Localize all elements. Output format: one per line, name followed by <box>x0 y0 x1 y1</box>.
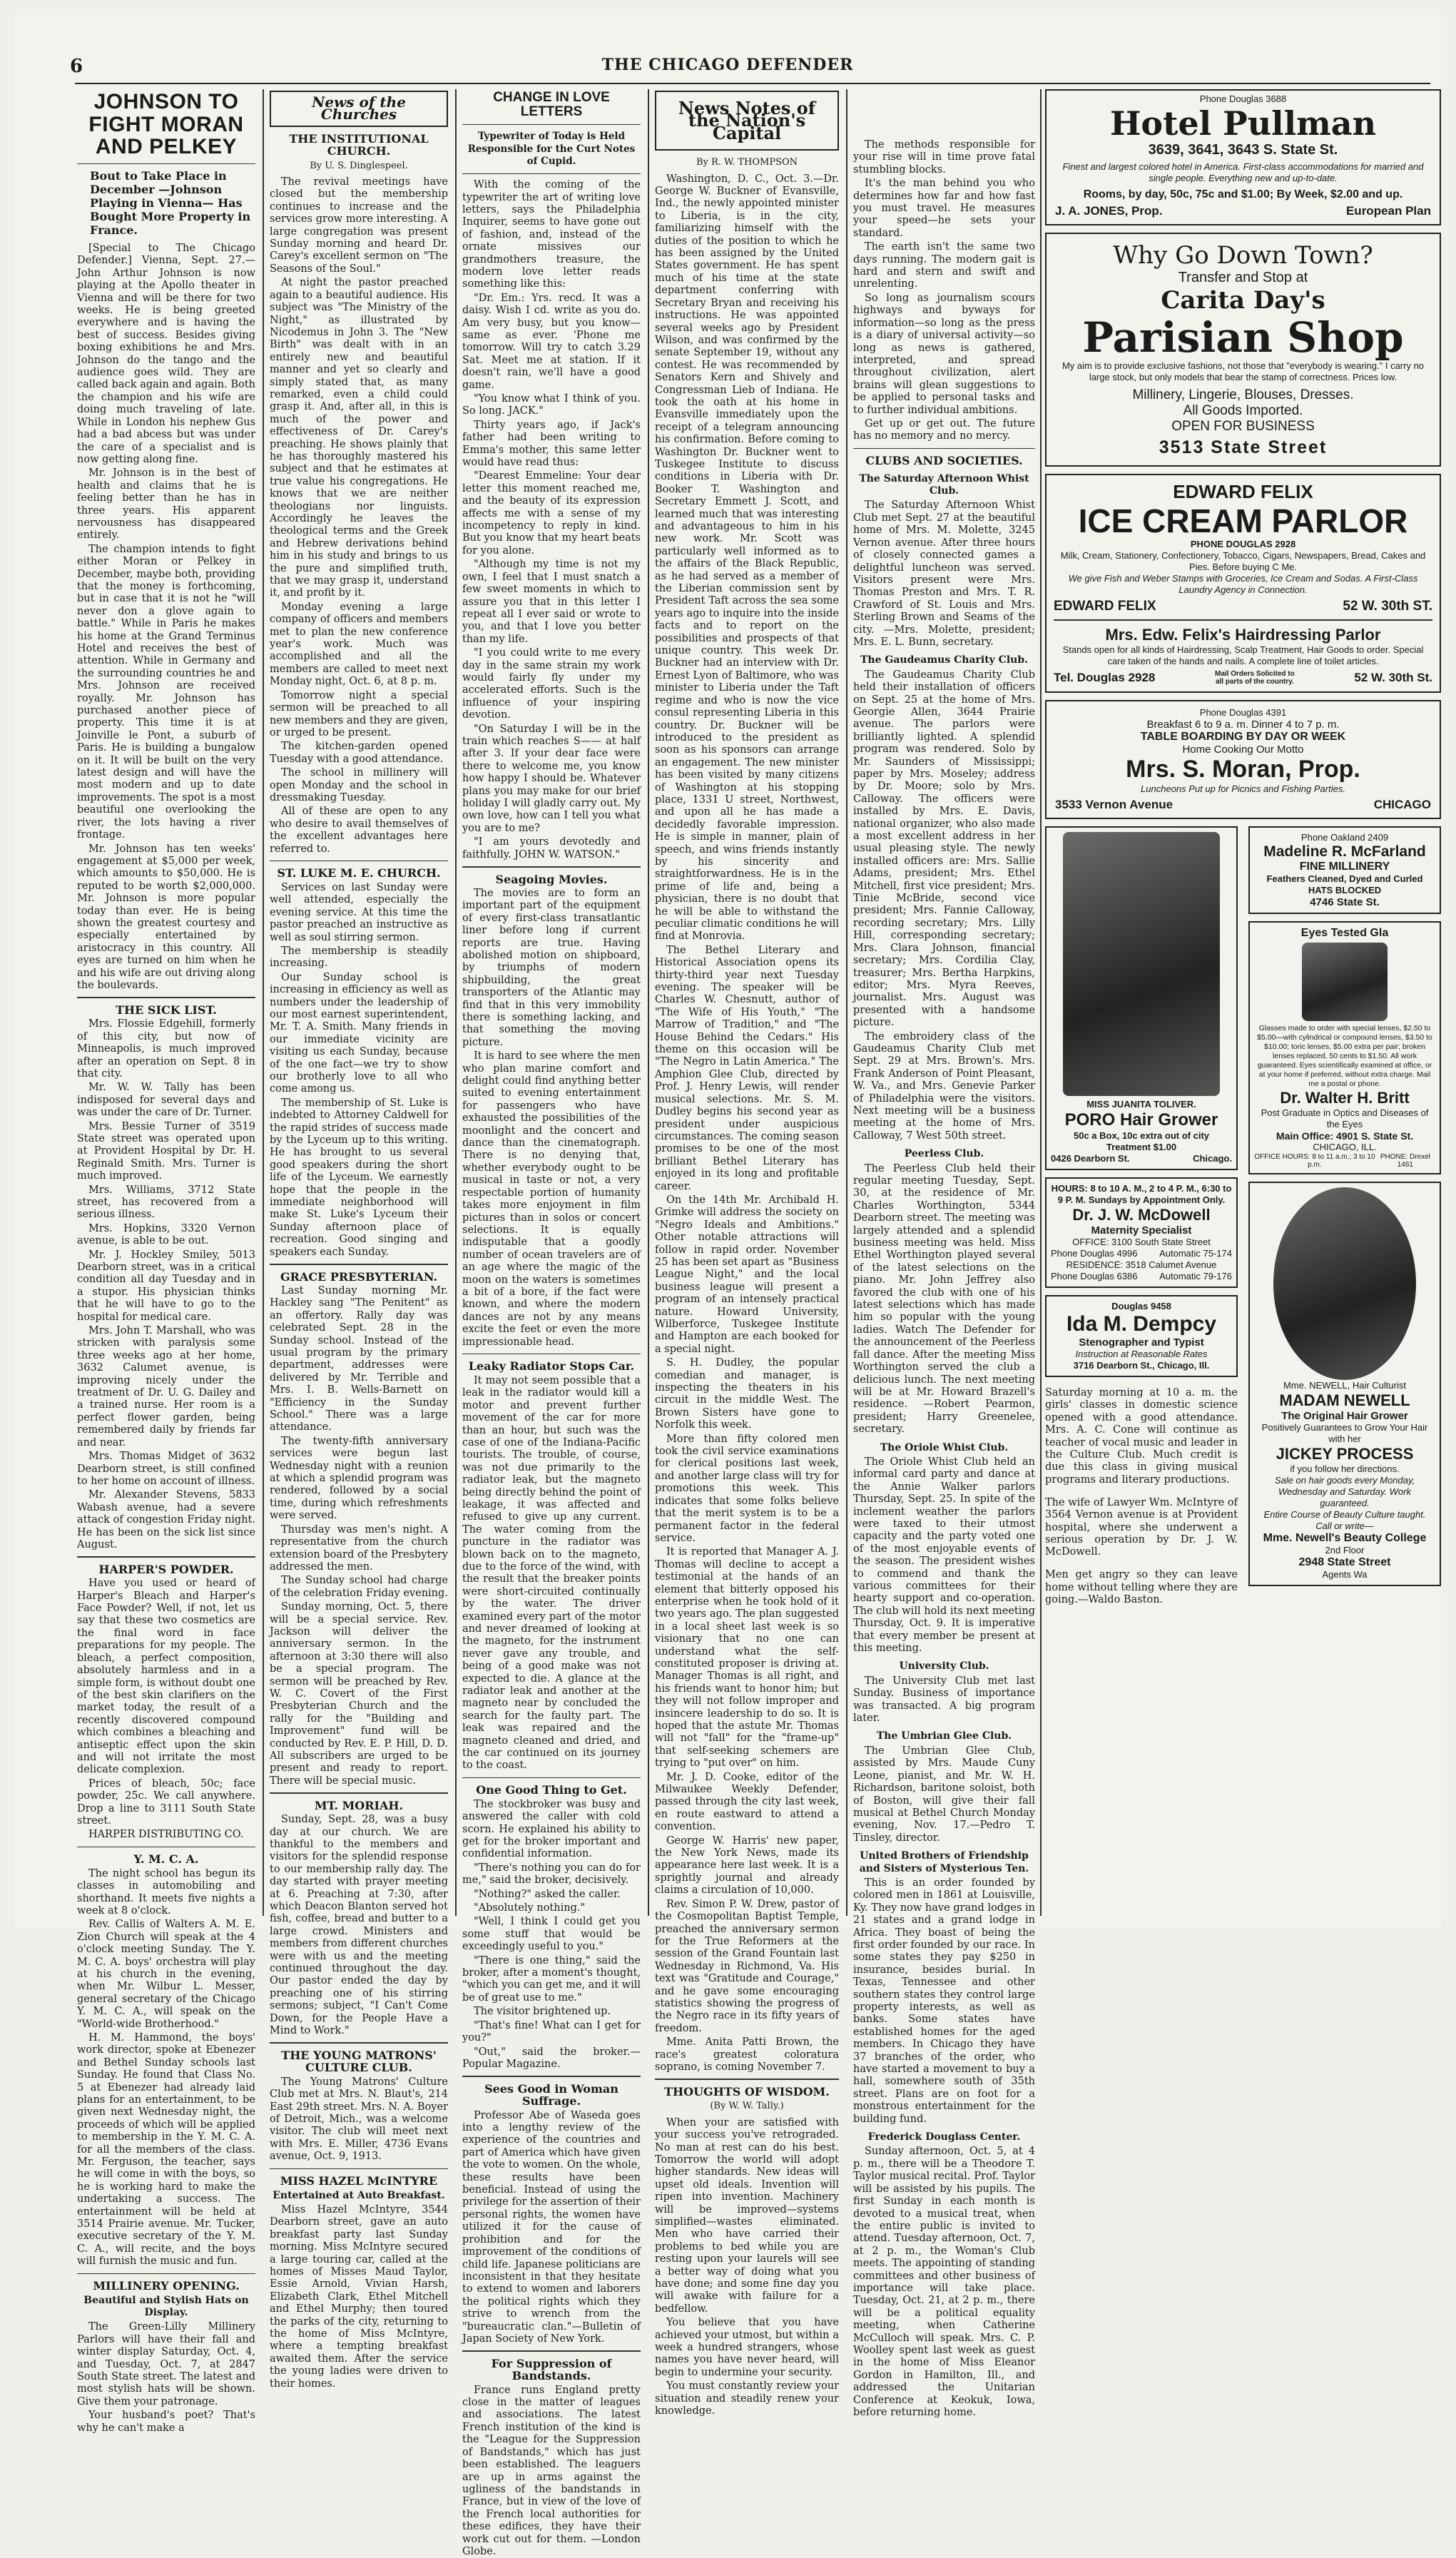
ad-newell <box>1248 1182 1441 1586</box>
club-heading: The Saturday Afternoon Whist Club. <box>859 472 1029 497</box>
paragraph: Mrs. Hopkins, 3320 Vernon avenue, is able to be out. <box>77 1222 255 1247</box>
club-text: The embroidery class of the Gaudeamus Charity Club met Sept. 29 at Mrs. Brown's. Mrs. Frank Anderson of Point Pleasant, W. Va., and Mrs. Genevie Parker of Philadelphia were the visitors. Next meeting will be a business meeting at the home of Mrs. Calloway, 7 West 50th street. <box>853 1030 1035 1142</box>
ad-parisian-open: OPEN FOR BUSINESS <box>1171 419 1315 434</box>
paragraph: The night school has begun its classes in automobiling and shorthand. It meets five nights a week at 8 o'clock. <box>77 1867 255 1917</box>
ad-mcdowell-name: Dr. J. W. McDowell <box>1072 1205 1211 1224</box>
divider <box>77 163 255 165</box>
paragraph: The stockbroker was busy and answered the caller with cold scorn. He explained his ability to get for the broker important and confidential information. <box>462 1798 641 1860</box>
paragraph: "Dearest Emmeline: Your dear letter this moment reached me, and the beauty of its expression affects me with a sense of my incompetency to reply in kind. But you know that my heart beats for you alone. <box>462 470 641 557</box>
ad-mcdowell-phones2 <box>1051 1271 1232 1282</box>
divider <box>77 2273 255 2275</box>
bottom-notes <box>1045 1387 1238 1607</box>
ad-mcdowell-phone1: Phone Douglas 4996 <box>1051 1247 1138 1259</box>
paragraph: You believe that you have achieved your utmost, but within a week a hundred strangers, whose names you have never heard, will begin to undermine your security. <box>655 2317 839 2378</box>
ad-moran-line2: TABLE BOARDING BY DAY OR WEEK <box>1140 730 1346 743</box>
club-text: The Umbrian Glee Club, assisted by Mrs. Maude Cuny Leone, pianist, and Mr. W. H. Richardson, baritone soloist, both of Boston, will give their fall musical at Bethel Church Monday evening, Nov. 17.—Pedro T. Tinsley, director. <box>853 1745 1035 1844</box>
section-heading: MILLINERY OPENING. <box>93 2279 240 2293</box>
ads-right-column <box>1248 826 1441 1593</box>
divider <box>462 1777 641 1779</box>
portrait-britt <box>1302 943 1388 1021</box>
club-heading: The Gaudeamus Charity Club. <box>860 654 1028 666</box>
ad-newell-call: Call or write— <box>1315 1520 1374 1531</box>
section-heading: THE SICK LIST. <box>116 1003 217 1017</box>
article-body <box>270 2076 448 2163</box>
ad-parisian-address: 3513 State Street <box>1159 437 1328 457</box>
ad-dempcy-title: Stenographer and Typist <box>1079 1336 1204 1349</box>
column-rule <box>846 89 847 1916</box>
paragraph: "On Saturday I will be in the train which reaches S—— at half after 3. If your dear face were there to welcome me, you know how happy I should be. Whatever plans you may make for our brief holiday I will gladly carry out. My own love, how can I tell you what you are to me? <box>462 723 641 834</box>
divider <box>77 997 255 998</box>
section-heading: One Good Thing to Get. <box>476 1783 627 1797</box>
ad-newell-agents: Agents Wa <box>1322 1568 1368 1580</box>
club-text: This is an order founded by colored men in 1861 at Louisville, Ky. They now have grand lodges in 21 states and a grand lodge in Africa. They boast of being the first order founded by our race. In some states they pay $250 in insurance, besides burial. In Texas, Tennessee and other southern states they control large property interests, as well as banks. Some states have established homes for the aged members. In Chicago they have 37 branches of the order, who have started a movement to buy a hall, somewhere south of 35th street. Plans are on foot for a monstrous entertainment for the building fund. <box>853 1877 1035 2125</box>
paragraph: Last Sunday morning Mr. Hackley sang "The Penitent" as an offertory. Rally day was celebrated Sept. 28 in the Sunday school. Instead of the usual program by the primary department, addresses were delivered by Mr. Terrible and Mrs. I. B. Wells-Barnett on "Efficiency in the Sunday School." There was a large attendance. <box>270 1284 448 1433</box>
ad-hotel-plan: European Plan <box>1345 204 1431 218</box>
paragraph: Thirty years ago, if Jack's father had been writing to Emma's mother, this same letter would have read thus: <box>462 419 641 469</box>
paragraph: The Bethel Literary and Historical Association opens its thirty-third year next Tuesday evening. The speaker will be Charles W. Chesnutt, author of "The Wife of His Youth," "The Marrow of Tradition," and "The House Behind the Cedars." His theme on this occasion will be "The Negro in Latin America." The Amphion Glee Club, directed by Prof. J. Henry Lewis, will render musical selections. Mr. S. M. Dudley begins his second year as president under auspicious circumstances. The coming season promises to be one of the most brilliant Bethel Literary has enjoyed in its long and profitable career. <box>655 944 839 1192</box>
paragraph: Thursday was men's night. A representative from the church extension board of the Presbytery addressed the men. <box>270 1523 448 1573</box>
paragraph: "Nothing?" asked the caller. <box>473 1888 621 1900</box>
divider <box>462 2350 641 2352</box>
ad-poro <box>1045 826 1238 1170</box>
section-heading: For Suppression of Bandstands. <box>491 2356 612 2383</box>
paragraph: "There's nothing you can do for me," said the broker, decisively. <box>462 1862 641 1887</box>
ad-mcfarland-hats: HATS BLOCKED <box>1308 884 1382 895</box>
ad-phone: Phone Douglas 3688 <box>1199 93 1287 104</box>
ad-newell-college: Mme. Newell's Beauty College <box>1263 1531 1427 1544</box>
ad-poro-treatment: Treatment $1.00 <box>1106 1141 1177 1152</box>
club-heading: Frederick Douglass Center. <box>867 2131 1021 2143</box>
paragraph: "Although my time is not my own, I feel that I must snatch a few sweet moments in which to assure you that in this letter I repeat all I ever said or wrote to you, and that I love you better than my life. <box>462 559 641 645</box>
section-heading: THE INSTITUTIONAL CHURCH. <box>289 131 429 158</box>
club-text: The Saturday Afternoon Whist Club met Sept. 27 at the beautiful home of Mrs. M. Molette, 3245 Vernon avenue. After three hours of closely connected games a delightful luncheon was served. Visitors present were Mrs. Thomas Preston and Mrs. T. R. Crawford of St. Louis and Mrs. Sterling Brown and Seams of the city. —Mrs. Molette, president; Mrs. E. L. Bunn, secretary. <box>853 499 1035 648</box>
ad-mcdowell-office: OFFICE: 3100 South State Street <box>1072 1236 1211 1247</box>
ad-felix-name: EDWARD FELIX <box>1173 481 1313 502</box>
ad-felix-phone: PHONE DOUGLAS 2928 <box>1190 539 1296 549</box>
paragraph: Miss Hazel McIntyre, 3544 Dearborn street, gave an auto breakfast party last Sunday morning. Miss McIntyre secured a large touring car, called at the homes of Misses Maud Taylor, Essie Arnold, Vivian Harsh, Elizabeth Clark, Ethel Mitchell and Ethel Murphy; then toured the parks of the city, returning to the home of Miss McIntyre, where a tempting breakfast awaited them. After the service the young ladies were driven to their homes. <box>270 2203 448 2390</box>
ad-parisian-desc: My aim is to provide exclusive fashions, not those that "everybody is wearing." I carry no large stock, but only models that bear the stamp of correctness. Prices low. <box>1062 360 1425 382</box>
ad-newell-address: 2948 State Street <box>1298 1555 1391 1568</box>
article-body <box>270 882 448 1259</box>
ads-left-column <box>1045 826 1238 1618</box>
clubs-list <box>853 473 1035 2420</box>
club-text: The Gaudeamus Charity Club held their installation of officers on Sept. 25 at the home of Mrs. Georgie Allen, 3644 Prairie avenue. The parlors were brilliantly lighted. A splendid program was rendered. Solo by Mr. Saunders of Mississippi; paper by Mrs. Moseley; address by Dr. Moore; solo by Mrs. Calloway. The officers were installed by Mrs. E. Davis, national organizer, who also made a most excellent address in her usual pleasing style. The newly installed officers are: Mrs. Sallie Adams, president; Mrs. Ethel Mitchell, first vice president; Mrs. Tinie McBride, second vice president; Mrs. Fannie Calloway, recording secretary; Mrs. Lilly Hill, corresponding secretary; Mrs. Clara Johnson, financial secretary; Mrs. Cordilia Clay, treasurer; Mrs. Bertha Harpkins, editor; Mrs. Myra Reeves, journalist. Mrs. August was presented with a handsome picture. <box>853 669 1035 1029</box>
ad-mcdowell-auto2: Automatic 79-176 <box>1159 1270 1232 1281</box>
divider <box>270 1792 448 1794</box>
paragraph: It's the man behind you who determines how far and how fast you must travel. He measures your speed—he sets your standard. <box>853 178 1035 239</box>
article-body <box>77 2321 255 2435</box>
divider <box>462 866 641 868</box>
article-body <box>77 243 255 992</box>
paragraph: The methods responsible for your rise will in time prove fatal stumbling blocks. <box>853 139 1035 176</box>
ad-parisian-items: Millinery, Lingerie, Blouses, Dresses. <box>1132 387 1354 402</box>
paragraph: Rev. Callis of Walters A. M. E. Zion Church will speak at the 4 o'clock meeting Sunday. The Y. M. C. A. boys' orchestra will play at his church in the evening, when Mr. Wilbur L. Messer, general secretary of the Chicago Y. M. C. A., will speak on the "World-wide Brotherhood." <box>77 1919 255 2030</box>
paragraph: H. M. Hammond, the boys' work director, spoke at Ebenezer and Bethel Sunday schools last Sunday. He found that Class No. 5 at Ebenezer had already laid plans for an entertainment, to be given next Wednesday night, the proceeds of which will be applied to membership in the Y. M. C. A. for all the members of the class. Mr. Ferguson, the teacher, says he will come in with the boys, so he is working hard to make the undertaking a success. The entertainment will be held at 3514 Prairie avenue. Mr. Tucker, executive secretary of the Y. M. C. A., will recite, and the boys will furnish the music and fun. <box>77 2031 255 2268</box>
paragraph: On the 14th Mr. Archibald H. Grimke will address the society on "Negro Ideals and Ambitions." Other notable attractions will follow in rapid order. November 25 has been set apart as "Business League Night," and the local business league will present a program of an intensely practical nature. Howard University, Wilberforce, Tuskegee Institute and Hampton are each booked for a special night. <box>655 1194 839 1355</box>
ad-moran-line1: Breakfast 6 to 9 a. m. Dinner 4 to 7 p. m. <box>1146 718 1340 731</box>
paragraph: The champion intends to fight either Moran or Pelkey in December, maybe both, providing that the money is forthcoming, but in case that it is not he "will never don a glove again to battle." While in Paris he makes his home at the Grand Terminus Hotel and receives the best of attention. While in Germany and the surrounding countries he and Mrs. Johnson are received royally. Mr. Johnson has purchased another piece of property. This time it is at Joinville le Pont, a suburb of Paris. He is building a bungalow on it. It will be built on the very latest design and will have the most modern and up to date improvements. The spot is a most beautiful one overlooking the river, the lots having a river frontage. <box>77 543 255 841</box>
divider <box>270 861 448 862</box>
paragraph: Monday evening a large company of officers and members met to plan the new conference year's work. Much was accomplished and all the members are called to meet next Monday night, Oct. 6, at 8 p. m. <box>270 601 448 688</box>
paragraph: The school in millinery will open Monday and the school in dressmaking Tuesday. <box>270 767 448 803</box>
club-heading: University Club. <box>899 1660 989 1673</box>
article-body <box>77 1868 255 2268</box>
section-heading: THOUGHTS OF WISDOM. <box>664 2084 830 2098</box>
ad-dempcy-phone: Douglas 9458 <box>1111 1300 1171 1311</box>
column-rule <box>1040 89 1042 1916</box>
article-body <box>270 176 448 856</box>
deck-johnson: Bout to Take Place in December —Johnson Playing in Vienna— Has Bought More Property in France. <box>90 169 251 237</box>
paragraph: "Absolutely nothing." <box>473 1902 586 1914</box>
section-heading: Sees Good in Woman Suffrage. <box>484 2081 618 2108</box>
divider <box>1054 619 1432 621</box>
paragraph: HARPER DISTRIBUTING CO. <box>88 1829 244 1841</box>
ad-newell-name: MADAM NEWELL <box>1279 1391 1410 1409</box>
paragraph: The Sunday school had charge of the celebration Friday evening. <box>270 1575 448 1599</box>
article-body <box>462 179 641 861</box>
paragraph: "I you could write to me every day in the same strain my work would fairly fly under my accelerated efforts. Such is the influence of your inspiring devotion. <box>462 647 641 721</box>
column-rule <box>263 89 264 1916</box>
headline-capital: News Notes of the Nation's Capital <box>655 91 839 151</box>
section-heading: Leaky Radiator Stops Car. <box>468 1359 635 1374</box>
paragraph: "I am yours devotedly and faithfully. JOHN W. WATSON." <box>462 836 641 861</box>
paragraph: Mrs. Thomas Midget of 3632 Dearborn street, is still confined to her home on account of illness. <box>77 1451 255 1487</box>
ad-mcdowell-hours: HOURS: 8 to 10 A. M., 2 to 4 P. M., 6:30 to 9 P. M. Sundays by Appointment Only. <box>1051 1182 1232 1205</box>
paragraph: The Young Matrons' Culture Club met at Mrs. N. Blaut's, 214 East 29th street. Mrs. N. A. Boyer of Detroit, Mich., was a welcome visitor. The club will meet next with Mrs. E. Miller, 4736 Evans avenue, Oct. 9, 1913. <box>270 2076 448 2163</box>
ad-britt-hours: OFFICE HOURS: 8 to 11 a.m.; 3 to 10 p.m. <box>1254 1152 1375 1169</box>
article-body <box>853 139 1035 443</box>
section-heading: HARPER'S POWDER. <box>98 1562 234 1576</box>
ad-poro-title: PORO Hair Grower <box>1064 1110 1218 1130</box>
masthead: THE CHICAGO DEFENDER <box>601 56 854 74</box>
ad-britt-phone: PHONE: Drexel 1461 <box>1380 1152 1430 1169</box>
paragraph: It is hard to see where the men who plan marine comfort and delight could find anything better suited to evening entertainment for passengers who have exhausted the possibilities of the moonlight and the concert and dance than the cinematograph. There is no denying that, whether everybody ought to be musical in taste or not, a very respectable portion of humanity takes more enjoyment in film pictures than in solos or concert selections. It is equally indisputable that a goodly number of ocean travelers are of an age where the magic of the moon on the waters is sometimes a bit of a bore, if the fact were known, and where the modern dances are not by any means excite the feet or even the more impressionable head. <box>462 1050 641 1348</box>
ad-hotel-rates: Rooms, by day, 50c, 75c and $1.00; By Week, $2.00 and up. <box>1083 188 1403 201</box>
paragraph: Rev. Simon P. W. Drew, pastor of the Cosmopolitan Baptist Temple, preached the anniversary sermon for the True Reformers at the session of the Grand Fountain last Wednesday in Richmond, Va. His text was "Gratitude and Courage," and he gave some encouraging statistics showing the progress of the Negro race in its fifty years of freedom. <box>655 1898 839 2034</box>
paragraph: Saturday morning at 10 a. m. the girls' classes in domestic science opened with a good attendance. Mrs. A. C. Cone will continue as teacher of vocal music and leader in the Culture Club. Much credit is due this class in giving musical programs and literary productions. <box>1045 1387 1238 1486</box>
ad-felix-footer <box>1054 670 1432 686</box>
ad-britt <box>1248 921 1441 1174</box>
ad-felix-parlor-address: 52 W. 30th St. <box>1354 670 1432 684</box>
article-body <box>462 2110 641 2346</box>
ad-parisian-line3: Carita Day's <box>1161 286 1325 315</box>
paragraph: S. H. Dudley, the popular comedian and manager, is inspecting the theaters in his circuit in the middle West. The Brown Sisters have gone to Norfolk this week. <box>655 1357 839 1431</box>
ad-newell-floor: 2nd Floor <box>1325 1544 1365 1555</box>
section-subheading: Beautiful and Stylish Hats on Display. <box>83 2294 249 2318</box>
column-4 <box>655 89 839 2417</box>
paragraph: More than fifty colored men took the civil service examinations for clerical positions last week, and another large class will try for promotions this week. This indicates that some folks believe that the merit system is to be a permanent factor in the federal service. <box>655 1433 839 1544</box>
ad-felix-stamps: We give Fish and Weber Stamps with Groceries, Ice Cream and Sodas. A First-Class Laundry Agency in Connection. <box>1068 573 1418 595</box>
ad-poro-caption: MISS JUANITA TOLIVER. <box>1086 1098 1196 1110</box>
club-heading: United Brothers of Friendship and Sisters of Mysterious Ten. <box>859 1850 1029 1874</box>
article-body <box>270 2204 448 2390</box>
divider <box>77 1556 255 1558</box>
paragraph: George W. Harris' new paper, the New York News, made its appearance here last week. It is a sprightly journal and already claims a circulation of 10,000. <box>655 1834 839 1897</box>
club-text: The Peerless Club held their regular meeting Tuesday, Sept. 30, at the residence of Mr. Charles Worthington, 5344 Dearborn street. The meeting was largely attended and a splendid business meeting was held. Miss Ethel Worthington played several of the latest selections on the piano. Mr. John Jeffrey also favored the club with one of his latest selections which has made him so popular with the young ladies. Watch The Defender for the announcement of the Peerless fall dance. After the meeting Miss Worthington served the club a delicious lunch. The next meeting will be at Mr. Howard Brazell's residence. —Robert Pearmon, president; Harry Greenelee, secretary. <box>853 1162 1035 1436</box>
ad-felix-tel: Tel. Douglas 2928 <box>1054 670 1156 684</box>
ad-newell-process: JICKEY PROCESS <box>1276 1444 1414 1463</box>
ad-dempcy-name: Ida M. Dempcy <box>1066 1311 1217 1336</box>
paragraph: With the coming of the typewriter the art of writing love letters, says the Philadelphia Inquirer, seems to have gone out of fashion, and, instead of the ornate missives our grandmothers treasure, the modern love letter reads something like this: <box>462 179 641 290</box>
paragraph: The visitor brightened up. <box>473 2006 611 2018</box>
paragraph: The wife of Lawyer Wm. McIntyre of 3564 Vernon avenue is at Provident hospital, where she underwent a serious operation by Dr. J. W. McDowell. <box>1045 1496 1238 1558</box>
section-heading: Y. M. C. A. <box>133 1852 199 1867</box>
ad-hotel-name: Hotel Pullman <box>1109 104 1377 143</box>
divider <box>270 1264 448 1265</box>
ad-felix <box>1045 474 1441 693</box>
ad-mcfarland-phone: Phone Oakland 2409 <box>1300 831 1389 843</box>
divider <box>853 448 1035 450</box>
byline: (By W. W. Tally.) <box>710 2101 784 2112</box>
ad-moran-phone: Phone Douglas 4391 <box>1199 706 1287 718</box>
column-5 <box>853 89 1035 2418</box>
ad-newell-line2: if you follow her directions. <box>1290 1463 1400 1474</box>
paragraph: Mrs. Williams, 3712 State street, has recovered from a serious illness. <box>77 1184 255 1221</box>
section-heading: CLUBS AND SOCIETIES. <box>865 454 1023 468</box>
ad-parisian-line1: Why Go Down Town? <box>1113 241 1373 270</box>
column-1 <box>77 89 255 2434</box>
paragraph: Mr. Johnson is in the best of health and claims that he is feeling better than he has in three years. His apparent nervousness has disappeared entirely. <box>77 467 255 542</box>
paragraph: Sunday morning, Oct. 5, there will be a special service. Rev. Jackson will deliver the anniversary sermon. In the afternoon at 3:30 there will also be a special program. The sermon will be preached by Rev. W. C. Covert of the First Presbyterian Church and the rally for the "Building and Improvement" fund will be conducted by Rev. E. P. Hill, D. D. All subscribers are urged to be present and ready to report. There will be special music. <box>270 1601 448 1787</box>
ad-parisian-line2: Transfer and Stop at <box>1178 270 1308 285</box>
headline-love-letters: CHANGE IN LOVE LETTERS <box>493 90 610 119</box>
paragraph: Services on last Sunday were well attended, especially the evening service. At this time the pastor preached an instructive as well as soul stirring sermon. <box>270 881 448 943</box>
article-body <box>462 1375 641 1772</box>
page-number: 6 <box>70 56 83 77</box>
section-subheading: Entertained at Auto Breakfast. <box>273 2189 445 2201</box>
ad-poro-address: 0426 Dearborn St. <box>1051 1152 1130 1164</box>
section-heading: GRACE PRESBYTERIAN. <box>280 1269 438 1284</box>
paragraph: Mrs. Flossie Edgehill, formerly of this city, but now of Minneapolis, is much improved after an operation on Sept. 8 in that city. <box>77 1018 255 1080</box>
ad-mcdowell-auto1: Automatic 75-174 <box>1159 1247 1232 1259</box>
paragraph: The revival meetings have closed but the membership continues to increase and the services grow more interesting. A large congregation was present Sunday morning and heard Dr. Carey's excellent sermon on "The Seasons of the Soul." <box>270 176 448 275</box>
paragraph: The membership is steadily increasing. <box>270 945 448 970</box>
paragraph: The twenty-fifth anniversary services were begun last Wednesday night with a reunion at which a splendid program was rendered, followed by a social time, during which refreshments were served. <box>270 1435 448 1522</box>
ad-mcdowell-phone2: Phone Douglas 6386 <box>1051 1270 1138 1281</box>
article-body <box>655 173 839 2074</box>
article-body <box>462 2385 641 2558</box>
ad-poro-city: Chicago. <box>1193 1152 1232 1164</box>
ad-moran-line4: Luncheons Put up for Picnics and Fishing Parties. <box>1141 783 1345 794</box>
paragraph: Tomorrow night a special sermon will be preached to all new members and they are given, or urged to be present. <box>270 689 448 739</box>
paragraph: All of these are open to any who desire to avail themselves of the excellent advantages here referred to. <box>270 806 448 855</box>
divider <box>462 173 641 175</box>
ad-dempcy-line: Instruction at Reasonable Rates <box>1075 1348 1208 1359</box>
article-body <box>77 1578 255 1842</box>
paragraph: It may not seem possible that a leak in the radiator would kill a motor and prevent further movement of the car for more than an hour, but such was the case of one of the Indiana-Pacific tourists. The trouble, of course, was not due primarily to the radiator leak, but the magneto being directly behind the point of leakage, it was affected and refused to give up any current. The water coming from the puncture in the radiator was blown back on to the magneto, due to the force of the wind, with the result that the breaker points were short-circuited continually by the water. The driver examined every part of the motor and never dreamed of looking at the magneto, for the instrument never gave any trouble, and being of a good make was not expected to die. A glance at the radiator leak and another at the magneto near by concluded the search for the faulty part. The leak was repaired and the magneto cleaned and dried, and the car continued on its journey to the coast. <box>462 1374 641 1772</box>
paragraph: "You know what I think of you. So long. JACK." <box>462 393 641 417</box>
paragraph: "Well, I think I could get you some stuff that would be exceedingly useful to you." <box>462 1916 641 1953</box>
ad-mcdowell-res: RESIDENCE: 3518 Calumet Avenue <box>1066 1259 1217 1270</box>
headline-churches: News of the Churches <box>270 91 448 127</box>
ad-parisian-shop <box>1045 233 1441 467</box>
club-heading: The Umbrian Glee Club. <box>876 1730 1012 1742</box>
ad-poro-footer <box>1051 1153 1232 1164</box>
portrait-toliver <box>1063 832 1220 1096</box>
column-rule <box>648 89 649 1916</box>
ad-hotel-footer <box>1055 204 1431 218</box>
paragraph: Mr. W. W. Tally has been indisposed for several days and was under the care of Dr. Turner. <box>77 1082 255 1119</box>
paragraph: At night the pastor preached again to a beautiful audience. His subject was "The Ministry of the Night," as illustrated by Nicodemus in John 3. The "New Birth" was dealt with in an entirely new and beautiful manner and yet so clearly and simply stated that, as many remarked, even a child could grasp it. And, after all, in this is much of the power and effectiveness of Dr. Carey's preaching. He shows plainly that he has thoroughly mastered his subject and that he estimates at true value his congregations. He knows that we are neither theologians nor linguists. Accordingly he leaves the theological terms and the Greek and Hebrew derivations behind him in his study and brings to us the pure and simplified truth, that we may grasp it, understand it, and profit by it. <box>270 277 448 599</box>
article-body <box>462 888 641 1349</box>
headline-johnson: JOHNSON TO FIGHT MORAN AND PELKEY <box>88 90 244 158</box>
paragraph: Prices of bleach, 50c; face powder, 25c. We call anywhere. Drop a line to 3111 South State street. <box>77 1777 255 1827</box>
section-heading: MISS HAZEL McINTYRE <box>280 2174 438 2188</box>
ad-mcdowell <box>1045 1177 1238 1288</box>
club-text: The University Club met last Sunday. Business of importance was transacted. A big program later. <box>853 1675 1035 1725</box>
paragraph: Men get angry so they can leave home without telling where they are going.—Waldo Baston. <box>1045 1569 1238 1606</box>
ad-britt-desc: Glasses made to order with special lenses, $2.50 to $5.00—with cylindrical or compound lenses, $3.50 to $10.00; toric lenses, $5.00 extra per pair; broken lenses replaced, 50 cents to $1.50. All work guaranteed. Eyes scientifically examined at office, or at your home if preferred, without extra charge. Mail me a postal or phone. <box>1257 1023 1432 1088</box>
ad-mcfarland-address: 4746 State St. <box>1310 895 1380 908</box>
ad-hotel-prop: J. A. JONES, Prop. <box>1055 204 1163 218</box>
ad-moran-line3: Home Cooking Our Motto <box>1182 743 1304 756</box>
paragraph: Get up or get out. The future has no memory and no mercy. <box>853 417 1035 442</box>
paragraph: [Special to The Chicago Defender.] Vienna, Sept. 27.—John Arthur Johnson is now playing at the Apollo theater in Vienna and will be there for two weeks. He is being greeted everywhere and is having the best of success. Besides giving boxing exhibitions he and Mrs. Johnson do the tango and the audience goes wild. They are called back again and again. Both the champion and his wife are doing much traveling of late. While in London his nephew Gus had a bad abcess but was under the care of a specialist and is now getting along fine. <box>77 243 255 465</box>
paragraph: Washington, D. C., Oct. 3.—Dr. George W. Buckner of Evansville, Ind., the newly appointed minister to Liberia, is in the city, familiarizing himself with the duties of the position to which he has been assigned by the United States government. He has spent much of his time at the state department conferring with Secretary Bryan and receiving his instructions. He was appointed several weeks ago by President Wilson, and was confirmed by the senate September 19, without any contest. He was recommended by Senators Kern and Shively and Congressman Lieb of Indiana. He took the oath at his home in Evansville immediately upon the receipt of a telegram announcing his confirmation. Before coming to Washington Dr. Buckner went to Tuskegee Institute to discuss conditions in Liberia with Dr. Booker T. Washington and Secretary Emmett J. Scott, and learned much that was interesting and advantageous to him in his new work. Mr. Scott was particularly well informed as to the affairs of the Black Republic, as he had served as a member of the Liberian commission sent by President Taft across the sea some years ago to inquire into the inside facts and to report on the possibilities and prospects of that unique country. This week Dr. Buckner had an interview with Dr. Ernest Lyon of Baltimore, who was minister to Liberia under the Taft regime and who is now the vice consul representing Liberia in this country. Dr. Buckner will be introduced to the president as soon as his sponsors can arrange an engagement. The new minister has been visited by many citizens of Washington at his stopping place, 1331 U street, Northwest, and upon all he has made a decidedly favorable impression. He is simple in manner, plain of speech, and wins friends instantly by his sincerity and straightforwardness. He is in the prime of life and, being a physician, there is no doubt that he will be able to withstand the peculiar climatic conditions he will find at Monrovia. <box>655 173 839 943</box>
ad-mcdowell-title: Maternity Specialist <box>1091 1224 1192 1237</box>
deck-love-letters: Typewriter of Today is Held Responsible for the Curt Notes of Cupid. <box>467 131 636 168</box>
section-heading: MT. MORIAH. <box>314 1798 404 1812</box>
newspaper-page <box>14 14 1441 2557</box>
ad-moran-footer <box>1055 798 1431 812</box>
paragraph: Mme. Anita Patti Brown, the race's greatest coloratura soprano, is coming November 7. <box>655 2036 839 2073</box>
paragraph: "That's fine! What can I get for you?" <box>462 2019 641 2044</box>
spacer <box>853 89 1035 139</box>
paragraph: "There is one thing," said the broker, after a moment's thought, "which you can get me, and it will be of great use to me." <box>462 1954 641 2004</box>
portrait-newell <box>1273 1187 1416 1380</box>
ad-moran-name: Mrs. S. Moran, Prop. <box>1126 755 1360 783</box>
ad-mcfarland-line: Feathers Cleaned, Dyed and Curled <box>1266 873 1423 884</box>
paragraph: The membership of St. Luke is indebted to Attorney Caldwell for the rapid strides of success made by the Lyceum up to this writing. He has brought to us several good speakers during the short life of the Lyceum. We earnestly hope that the people in the immediate neighborhood will make St. Luke's Lyceum their Sunday afternoon place of recreation. Good singing and speakers each Sunday. <box>270 1097 448 1258</box>
ad-britt-name: Dr. Walter H. Britt <box>1280 1088 1410 1107</box>
paragraph: "Dr. Em.: Yrs. recd. It was a daisy. Wish I cd. write as you do. Am very busy, but you know—same as ever. 'Phone me tomorrow. Will try to catch 3.29 Sat. Meet me at station. If it doesn't rain, we'll have a good game. <box>462 292 641 391</box>
ad-britt-office: Main Office: 4901 S. State St. <box>1276 1130 1414 1142</box>
paragraph: The kitchen-garden opened Tuesday with a good attendance. <box>270 741 448 765</box>
section-heading: ST. LUKE M. E. CHURCH. <box>277 866 441 880</box>
article-body <box>270 1285 448 1787</box>
club-text: The Oriole Whist Club held an informal card party and dance at the Annie Walker parlors Thursday, Sept. 25. In spite of the inclement weather the parlors were taxed to their utmost capacity and the party voted one of the most enjoyable events of the season. The president wishes to commend and thank the various committees for their hearty support and co-operation. The club will hold its next meeting Thursday, Oct. 9. It is imperative that every member be present at this meeting. <box>853 1456 1035 1655</box>
paragraph: So long as journalism scours highways and byways for information—so long as the press is a diary of universal activity—so long as news is gathered, interpreted, and spread throughout civilization, alert brains will glean suggestions to be applied to personal tasks and to further individual ambitions. <box>853 292 1035 416</box>
ad-britt-footer <box>1254 1153 1435 1169</box>
ad-poro-price: 50c a Box, 10c extra out of city <box>1073 1130 1210 1141</box>
byline: By U. S. Dinglespeel. <box>310 160 408 171</box>
paragraph: Mrs. Bessie Turner of 3519 State street was operated upon at Provident Hospital by Dr. H. Reginald Smith. Mrs. Turner is much improved. <box>77 1120 255 1182</box>
column-3 <box>462 89 641 2557</box>
ad-felix-title: ICE CREAM PARLOR <box>1078 502 1408 539</box>
paragraph: "Out," said the broker.—Popular Magazine. <box>462 2046 641 2070</box>
ad-parisian-imported: All Goods Imported. <box>1183 403 1303 418</box>
advertisements <box>1045 89 1441 1934</box>
ad-hotel-desc: Finest and largest colored hotel in America. First-class accommodations for married and single people. Everything new and up-to-date. <box>1062 161 1424 183</box>
paragraph: When your are satisfied with your success you've retrograded. No man at rest can do his best. Tomorrow the world will adopt higher standards. New ideas will upset old ideals. Invention will ripen into invention. Machinery will be improved—systems simplified—wastes eliminated. Men who have carried their problems to bed while you are resting upon your laurels will see a better way of doing what you have done; and some fine day you will awake with failure for a bedfellow. <box>655 2116 839 2315</box>
ad-hotel-address: 3639, 3641, 3643 S. State St. <box>1148 142 1338 158</box>
ad-dempcy-address: 3716 Dearborn St., Chicago, Ill. <box>1073 1359 1210 1371</box>
paragraph: Mr. J. Hockley Smiley, 5013 Dearborn street, was in a critical condition all day Tuesday and in a stupor. His physician thinks that he will have to go to the hospital for medical care. <box>77 1249 255 1323</box>
ad-felix-parlor-desc: Stands open for all kinds of Hairdressing, Scalp Treatment, Hair Goods to order. Special care taken of the hands and nails. A complete line of toilet articles. <box>1062 644 1424 666</box>
paragraph: Professor Abe of Waseda goes into a lengthy review of the experience of the countries and part of America which have given the vote to women. On the whole, these results have been beneficial. Instead of using the privilege for the assertion of their personal rights, the women have utilized it for the cause of prohibition and for the improvement of the conditions of child life. Japanese politicians are inconsistent in that they hesitate to extend to women and laborers the political rights which they strive to wrench from the "bureaucratic clan."—Bulletin of Japan Society of New York. <box>462 2109 641 2345</box>
paragraph: Your husband's poet? That's why he can't make a <box>77 2410 255 2434</box>
club-heading: The Oriole Whist Club. <box>880 1441 1009 1453</box>
article-body <box>270 1814 448 2037</box>
ad-parisian-title: Parisian Shop <box>1082 313 1404 362</box>
paragraph: France runs England pretty close in the matter of leagues and associations. The latest French institution of the kind is the "League for the Suppression of Bandstands," which has just been established. The leaguers are up in arms against the ugliness of the bandstands in France, but in view of the love of the French local authorities for these edifices, they have their work cut out for them. —London Globe. <box>462 2384 641 2557</box>
ad-mcfarland <box>1248 826 1441 914</box>
paragraph: Have you used or heard of Harper's Bleach and Harper's Face Powder? Well, if not, let us say that these two cosmetics are the final word in face preparations for my people. The bleach, a perfect composition, absolutely harmless and in a simple form, is without doubt one of the best skin clarifiers on the market today, the result of a recently discovered compound which combines a bleaching and antiseptic effect upon the skin and will not irritate the most delicate complexion. <box>77 1578 255 1776</box>
divider <box>270 2042 448 2044</box>
ad-britt-city: CHICAGO, ILL. <box>1313 1141 1377 1152</box>
byline: By R. W. THOMPSON <box>696 157 798 168</box>
ad-felix-owner-row <box>1054 599 1432 614</box>
section-heading: THE YOUNG MATRONS' CULTURE CLUB. <box>281 2048 437 2075</box>
club-heading: Peerless Club. <box>904 1148 984 1160</box>
ad-newell-title: The Original Hair Grower <box>1281 1409 1408 1422</box>
ad-felix-desc: Milk, Cream, Stationery, Confectionery, Tobacco, Cigars, Newspapers, Bread, Cakes and Pies. Before buying C Me. <box>1060 550 1426 572</box>
ad-mcfarland-title: FINE MILLINERY <box>1299 860 1390 873</box>
divider <box>270 2168 448 2170</box>
divider <box>655 2079 839 2080</box>
ad-mcfarland-name: Madeline R. McFarland <box>1263 843 1426 860</box>
ad-felix-owner-address: 52 W. 30th ST. <box>1343 599 1432 614</box>
paragraph: You must constantly review your situation and steadily renew your knowledge. <box>655 2380 839 2417</box>
ad-moran <box>1045 700 1441 819</box>
paragraph: Mr. Johnson has ten weeks' engagement at $5,000 per week, which amounts to $50,000. He is reputed to be worth $2,000,000. Mr. Johnson is more popular today than ever. He is being shown the greatest courtesy and especially entertained by aristocracy in this country. All eyes are turned on him when he and his wife are out driving along the boulevards. <box>77 843 255 991</box>
ad-newell-line3: Sale on hair goods every Monday, Wednesday and Saturday. Work guaranteed. <box>1274 1474 1415 1508</box>
paragraph: Mrs. John T. Marshall, who was stricken with paralysis some three weeks ago at her home, 3632 Calumet avenue, is improving nicely under the treatment of Dr. U. G. Dailey and a trained nurse. Her room is a perfect flower garden, being remembered daily by friends far and near. <box>77 1325 255 1448</box>
ad-hotel-pullman <box>1045 89 1441 225</box>
ad-moran-city: CHICAGO <box>1373 797 1431 811</box>
column-2 <box>270 89 448 2390</box>
paragraph: The movies are to form an important part of the equipment of every first-class transatlantic liner before long if current reports are true. Having abolished motion on shipboard, by triumphs of modern shipbuilding, the great transporters of the Atlantic may find that in this very immobility there is something lacking, and that something the moving picture. <box>462 887 641 1048</box>
ad-mcdowell-phones1 <box>1051 1248 1232 1259</box>
ad-felix-parlor: Mrs. Edw. Felix's Hairdressing Parlor <box>1105 625 1381 644</box>
paragraph: The earth isn't the same two days running. The modern gait is hard and stern and swift and unrelenting. <box>853 241 1035 290</box>
divider <box>462 1354 641 1355</box>
paragraph: The Green-Lilly Millinery Parlors will have their fall and winter display Saturday, Oct. 4, and Tuesday, Oct. 7, at 2847 South State street. The latest and most stylish hats will be shown. Give them your patronage. <box>77 2321 255 2407</box>
divider <box>462 124 641 126</box>
article-body <box>462 1799 641 2071</box>
ad-britt-sub: Post Graduate in Optics and Diseases of the Eyes <box>1261 1107 1429 1130</box>
paragraph: Our Sunday school is increasing in efficiency as well as numbers under the leadership of our most earnest superintendent, Mr. T. A. Smith. Many friends in our immediate vicinity are visiting us each Sunday, because of the one fact—we try to show our brotherly love to all who come among us. <box>270 971 448 1095</box>
ad-newell-line1: Positively Guarantees to Grow Your Hair with her <box>1261 1421 1428 1444</box>
ad-dempcy <box>1045 1295 1238 1377</box>
ad-felix-owner: EDWARD FELIX <box>1054 599 1156 614</box>
divider <box>77 1847 255 1848</box>
divider <box>462 2076 641 2077</box>
paragraph: Mr. Alexander Stevens, 5833 Wabash avenue, had a severe attack of congestion Friday night. He has been on the sick list since August. <box>77 1489 255 1550</box>
club-text: Sunday afternoon, Oct. 5, at 4 p. m., there will be a Theodore T. Taylor musical recital. Prof. Taylor will be assisted by his pupils. The first Sunday in each month is devoted to a musical treat, when the entire public is invited to attend. Tuesday afternoon, Oct. 7, at 2 p. m., the Woman's Club meets. The appointing of standing committees and other business of importance will take place. Tuesday, Oct. 21, at 2 p. m., there will be a political equality meeting, when Catherine McCulloch will speak. Mrs. C. P. Woolley spent last week as guest in the home of Miss Eleanor Gordon in Hamilton, Ill., and addressed the Unitarian Conference at Keokuk, Iowa, before returning home. <box>853 2146 1035 2418</box>
paragraph: Sunday, Sept. 28, was a busy day at our church. We are thankful to the members and visitors for the splendid response to our membership rally day. The day started with prayer meeting at 6. Preaching at 7:30, after which Deacon Blanton served hot fish, coffee, bread and butter to a large crowd. Ministers and members from different churches were with us and the meeting continued throughout the day. Our pastor ended the day by preaching one of his stirring sermons; subject, "I Can't Come Down, for the People Have a Mind to Work." <box>270 1814 448 2037</box>
article-body <box>655 2117 839 2418</box>
ad-moran-address: 3533 Vernon Avenue <box>1055 797 1174 811</box>
ad-britt-head: Eyes Tested Gla <box>1300 926 1389 939</box>
section-heading: Seagoing Movies. <box>495 872 608 886</box>
article-body <box>77 1018 255 1551</box>
ad-felix-mail: Mail Orders Solicited to all parts of the country. <box>1215 669 1295 686</box>
ad-newell-line4: Entire Course of Beauty Culture taught. <box>1263 1508 1426 1520</box>
column-rule <box>455 89 457 1916</box>
paragraph: It is reported that Manager A. J. Thomas will decline to accept a testimonial at the hands of an element that bitterly opposed his enterprise when he took hold of it two years ago. The plan suggested in a local sheet last week is so visionary that no one can understand what the self-constituted proposer is driving at. Manager Thomas is all right, and his friends want to honor him; but they will not follow improper and insincere leadership to do so. It is hoped that the astute Mr. Thomas will not "fall" for the "frame-up" that self-seeking schemers are trying to "put over" on him. <box>655 1546 839 1770</box>
paragraph: Mr. J. D. Cooke, editor of the Milwaukee Weekly Defender, passed through the city last week, en route eastward to attend a convention. <box>655 1771 839 1833</box>
masthead-rule <box>75 83 1430 84</box>
ad-newell-caption: Mme. NEWELL, Hair Culturist <box>1283 1379 1406 1391</box>
